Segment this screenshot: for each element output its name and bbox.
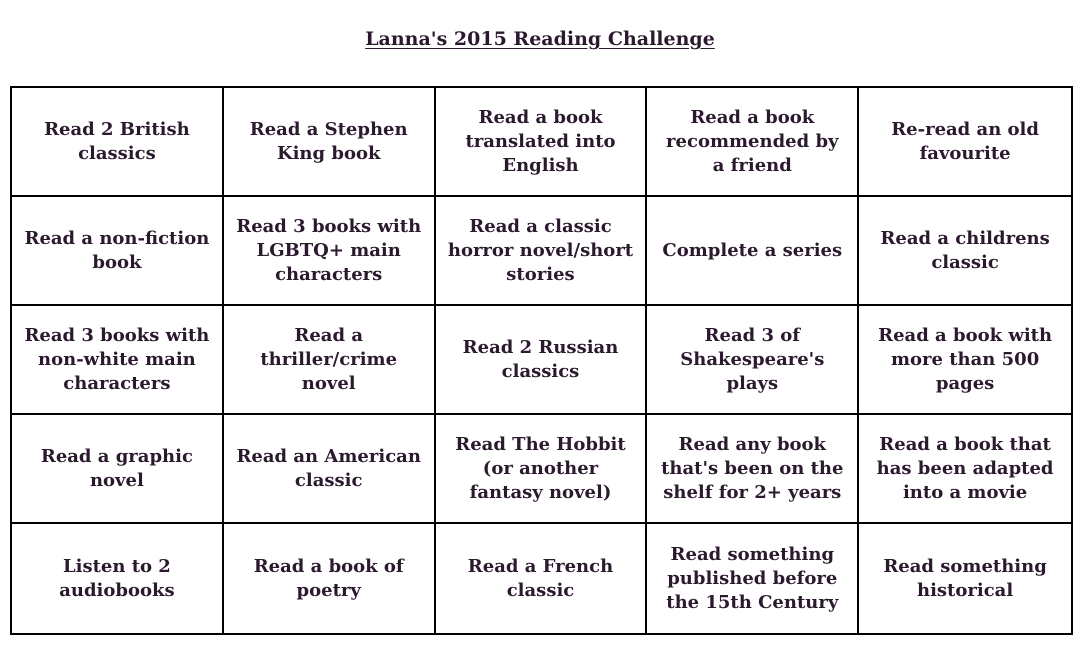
challenge-cell (647, 415, 859, 524)
challenge-text: Listen to 2 audiobooks (59, 555, 175, 601)
challenge-text: Read a classic horror novel/short stories (447, 215, 634, 285)
challenge-cell (12, 306, 224, 415)
challenge-text: Read a book of poetry (253, 555, 404, 601)
challenge-text: Read any book that's been on the shelf for 2+ years (661, 433, 844, 503)
challenge-cell (12, 524, 224, 633)
challenge-cell (859, 197, 1071, 306)
challenge-text: Read 2 Russian classics (462, 336, 619, 382)
challenge-text: Read a thriller/crime novel (260, 324, 398, 394)
challenge-cell (859, 415, 1071, 524)
challenge-text: Read a French classic (467, 555, 614, 601)
challenge-text: Read a book recommended by a friend (666, 106, 839, 176)
challenge-cell (224, 415, 436, 524)
page-title: Lanna's 2015 Reading Challenge (365, 28, 715, 50)
challenge-cell (647, 524, 859, 633)
challenge-text: Read a childrens classic (880, 227, 1050, 273)
challenge-text: Read an American classic (236, 445, 421, 491)
challenge-cell (859, 306, 1071, 415)
challenge-cell (436, 306, 648, 415)
challenge-cell (647, 197, 859, 306)
reading-challenge-grid (10, 86, 1073, 635)
challenge-cell (224, 306, 436, 415)
challenge-text: Read 3 of Shakespeare's plays (680, 324, 825, 394)
challenge-cell (12, 88, 224, 197)
challenge-cell (224, 88, 436, 197)
challenge-text: Read a Stephen King book (249, 118, 408, 164)
challenge-text: Read a book translated into English (465, 106, 616, 176)
challenge-cell (12, 197, 224, 306)
challenge-text: Read 3 books with LGBTQ+ main characters (236, 215, 422, 285)
challenge-text: Read something historical (883, 555, 1047, 601)
challenge-text: Read 3 books with non-white main characters (24, 324, 210, 394)
challenge-cell (436, 88, 648, 197)
challenge-cell (224, 197, 436, 306)
challenge-text: Read 2 British classics (44, 118, 190, 164)
challenge-cell (647, 306, 859, 415)
challenge-cell (436, 197, 648, 306)
challenge-text: Read a book with more than 500 pages (878, 324, 1053, 394)
challenge-text: Read something published before the 15th Century (666, 543, 839, 613)
challenge-cell (859, 88, 1071, 197)
challenge-text: Read The Hobbit (or another fantasy novel) (455, 433, 626, 503)
challenge-cell (647, 88, 859, 197)
challenge-cell (436, 524, 648, 633)
challenge-cell (859, 524, 1071, 633)
challenge-text: Read a graphic novel (40, 445, 193, 491)
challenge-text: Re-read an old favourite (891, 118, 1039, 164)
challenge-cell (12, 415, 224, 524)
challenge-text: Read a non-fiction book (24, 227, 210, 273)
challenge-cell (436, 415, 648, 524)
challenge-text: Complete a series (662, 239, 843, 261)
challenge-cell (224, 524, 436, 633)
challenge-text: Read a book that has been adapted into a movie (876, 433, 1054, 503)
